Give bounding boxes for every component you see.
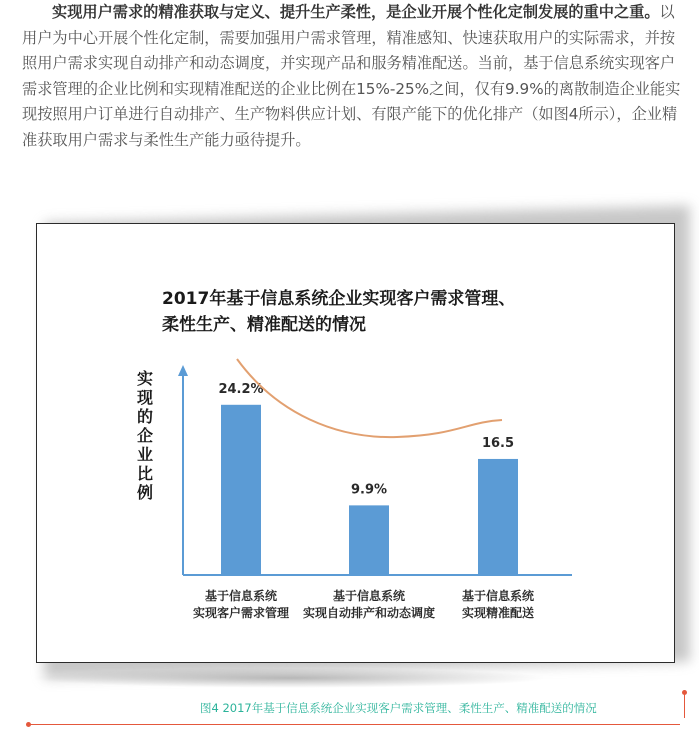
data-label: 24.2% (218, 381, 264, 397)
category-label: 基于信息系统 (461, 589, 535, 603)
category-label: 实现自动排产和动态调度 (302, 606, 436, 620)
chart-title-line: 柔性生产、精准配送的情况 (162, 315, 366, 335)
y-axis-label-char: 实 (136, 369, 154, 388)
rule-dot-left (26, 722, 31, 727)
y-axis-arrow (178, 365, 188, 376)
y-axis-label-char: 例 (136, 483, 154, 502)
y-axis-label-char: 现 (136, 388, 154, 407)
trend-curve (237, 359, 502, 437)
y-axis-label-char: 业 (136, 445, 154, 464)
bottom-shadow (30, 668, 550, 688)
paragraph-lead: 实现用户需求的精准获取与定义、提升生产柔性，是企业开展个性化定制发展的重中之重。 (52, 3, 660, 21)
figure-frame (36, 223, 675, 663)
chart-title-line: 2017年基于信息系统企业实现客户需求管理、 (162, 289, 516, 309)
category-label: 实现客户需求管理 (192, 606, 290, 620)
bar (478, 459, 518, 575)
data-label: 16.5 (481, 435, 515, 451)
category-label: 基于信息系统 (204, 589, 278, 603)
paragraph-body: 以用户为中心开展个性化定制，需要加强用户需求管理，精准感知、快速获取用户的实际需求，并按照用户需求实现自动排产和动态调度，并实现产品和服务精准配送。当前，基于信息系统实现客户需求管理的企业比例和实现精准配送的企业比例在15%-25%之间，仅有9.9%的离散制造企业能实现按照用户订单进行自动排产、生产物料供应计划、有限产能下的优化排产（如图4所示），企业精准获取用户需求与柔性生产能力亟待提升。 (22, 3, 681, 149)
category-label: 实现精准配送 (461, 606, 535, 620)
caption-rule-vertical (684, 692, 685, 718)
y-axis-label-char: 的 (136, 407, 154, 426)
caption-rule-horizontal (28, 724, 680, 725)
y-axis-label-char: 比 (136, 464, 154, 483)
rule-dot-top (682, 690, 687, 695)
data-label: 9.9% (350, 482, 388, 498)
y-axis-label-char: 企 (136, 426, 154, 445)
bar (349, 505, 389, 575)
figure-caption: 图4 2017年基于信息系统企业实现客户需求管理、柔性生产、精准配送的情况 (200, 701, 597, 715)
intro-paragraph (22, 0, 684, 154)
chart (37, 224, 674, 662)
category-label: 基于信息系统 (332, 589, 406, 603)
bar (221, 405, 261, 575)
